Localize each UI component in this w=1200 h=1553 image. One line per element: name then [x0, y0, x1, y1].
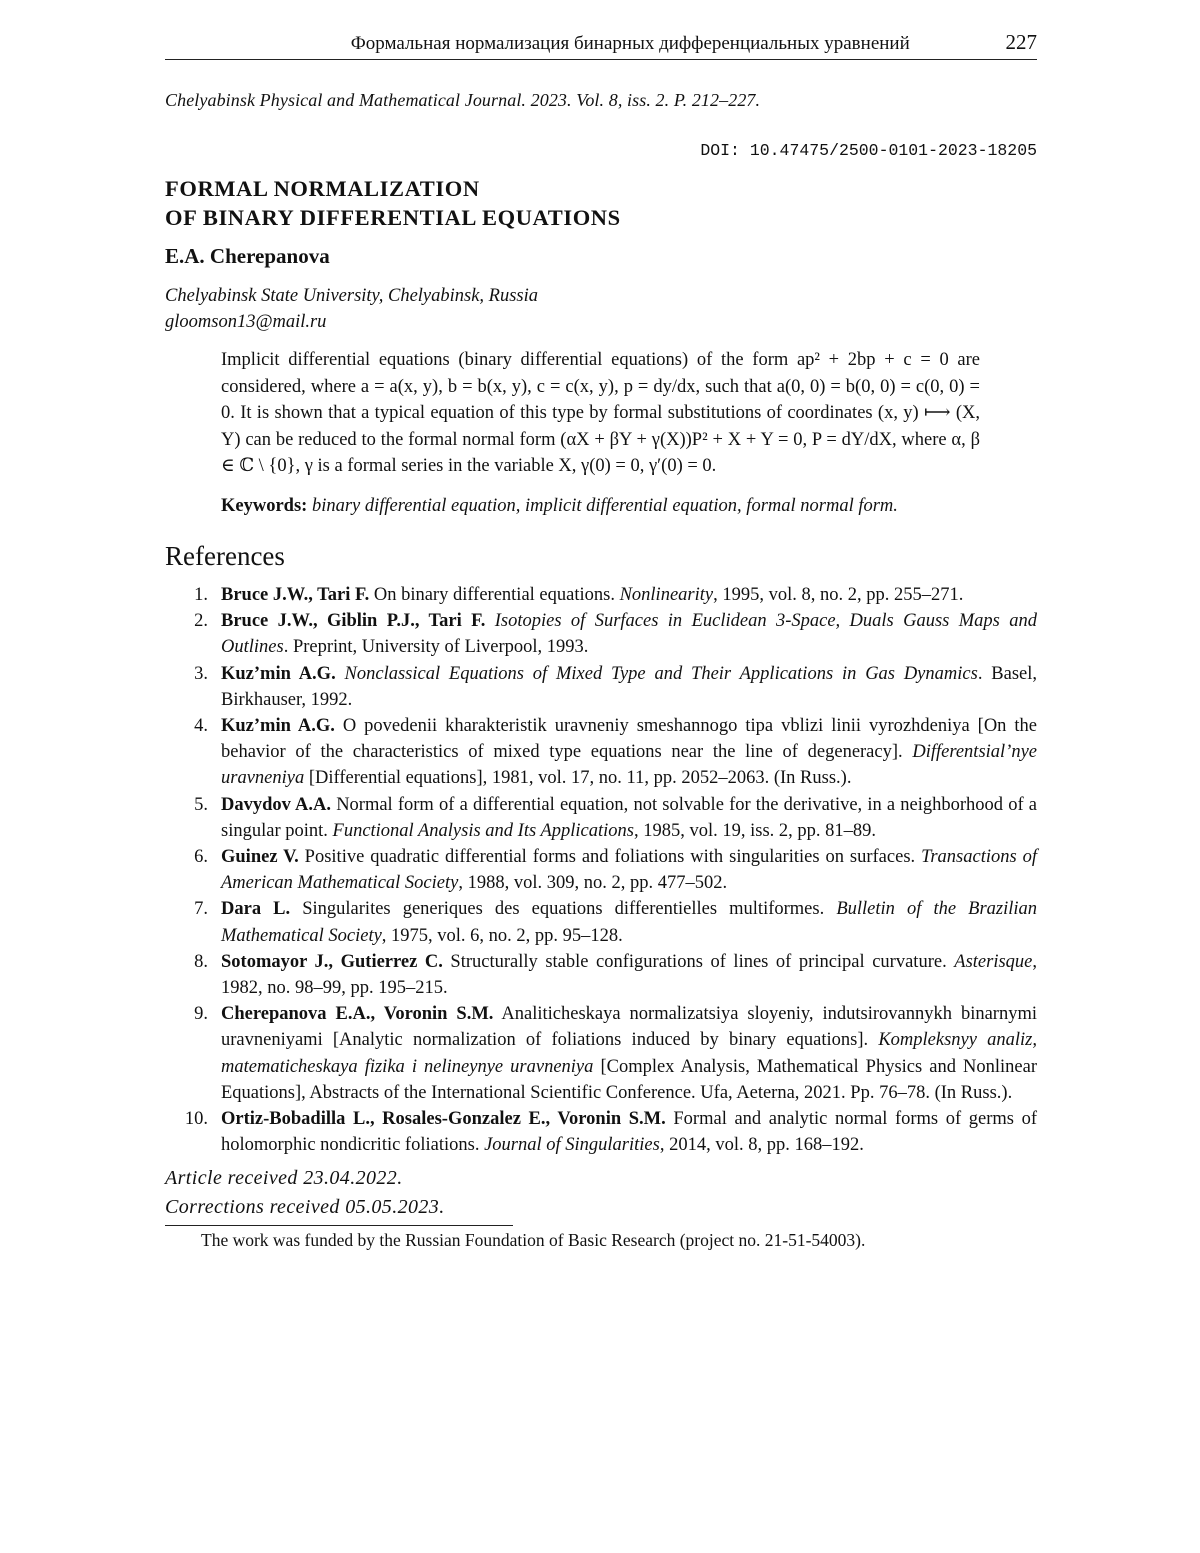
reference-authors: Guinez V.: [221, 847, 299, 867]
reference-details: . Preprint, University of Liverpool, 1993.: [283, 637, 589, 658]
reference-item: [165, 1001, 1037, 1106]
reference-item: [165, 1106, 1037, 1158]
reference-authors: Bruce J.W., Tari F.: [221, 584, 370, 605]
email: gloomson13@mail.ru: [165, 312, 327, 332]
reference-source: Asterisque: [954, 951, 1033, 972]
reference-details: [Differential equations], 1981, vol. 17, no. 11, pp. 2052–2063. (In Russ.).: [304, 768, 852, 789]
reference-item: [165, 582, 1037, 608]
reference-number: 7.: [194, 899, 208, 920]
reference-text: Normal form of a differential equation, not solvable for the derivative, in a neighborhood of a singular point.: [221, 794, 1037, 841]
reference-details: , 1975, vol. 6, no. 2, pp. 95–128.: [381, 925, 623, 946]
references-heading: References: [165, 540, 285, 571]
reference-details: , 1982, no. 98–99, pp. 195–215.: [221, 951, 1037, 999]
article-received: Article received 23.04.2022.: [165, 1167, 403, 1190]
reference-source: Kompleksnyy analiz, matematicheskaya fizika i nelineynye uravneniya: [221, 1030, 1037, 1077]
reference-text: Formal and analytic normal forms of germs of holomorphic nondicritic foliations.: [221, 1109, 1037, 1156]
reference-text: Structurally stable configurations of lines of principal curvature.: [450, 951, 947, 972]
reference-authors: Cherepanova E.A., Voronin S.M.: [221, 1004, 494, 1025]
reference-source: Isotopies of Surfaces in Euclidean 3-Space, Duals Gauss Maps and Outlines: [221, 611, 1038, 658]
affiliation: Chelyabinsk State University, Chelyabinsk, Russia: [165, 286, 539, 306]
footnote-rule: [165, 1225, 513, 1226]
reference-number: 6.: [194, 847, 208, 867]
doi: DOI: 10.47475/2500-0101-2023-18205: [700, 141, 1037, 160]
reference-authors: Ortiz-Bobadilla L., Rosales-Gonzalez E., Voronin S.M.: [221, 1109, 666, 1130]
paper-title: [165, 174, 1037, 232]
reference-details: . Basel, Birkhauser, 1992.: [221, 663, 1037, 710]
reference-details: [Complex Analysis, Mathematical Physics and Nonlinear Equations], Abstracts of the International Scientific Conference. Ufa, Aeterna, 2021. Pp. 76–78. (In Russ.).: [221, 1056, 1037, 1103]
reference-source: Nonlinearity: [619, 584, 714, 605]
reference-authors: Davydov A.A.: [221, 794, 332, 815]
running-title: Формальная нормализация бинарных дифференциальных уравнений: [350, 33, 910, 54]
paper-page: [165, 30, 1037, 1251]
reference-item: [165, 844, 1037, 896]
keywords-label: Keywords:: [221, 495, 308, 516]
reference-authors: Kuz’min A.G.: [221, 663, 336, 684]
reference-text: On binary differential equations.: [373, 584, 615, 605]
reference-source: Functional Analysis and Its Applications: [332, 820, 634, 841]
reference-item: [165, 792, 1037, 844]
reference-number: 4.: [194, 715, 208, 736]
reference-item: [165, 896, 1037, 948]
reference-number: 3.: [194, 663, 208, 684]
keywords-text: binary differential equation, implicit differential equation, formal normal form.: [311, 495, 898, 516]
reference-details: , 1995, vol. 8, no. 2, pp. 255–271.: [713, 584, 964, 605]
reference-source: Bulletin of the Brazilian Mathematical Society: [221, 899, 1038, 946]
references-list: [165, 582, 1037, 1158]
reference-number: 5.: [194, 794, 208, 815]
running-header: [165, 30, 1037, 60]
keywords: [221, 496, 1037, 517]
reference-source: Differentsial’nye uravneniya: [221, 742, 1038, 789]
reference-authors: Bruce J.W., Giblin P.J., Tari F.: [221, 611, 486, 632]
footnote: The work was funded by the Russian Foundation of Basic Research (project no. 21-51-54003).: [201, 1230, 866, 1251]
reference-details: , 1988, vol. 309, no. 2, pp. 477–502.: [458, 873, 728, 894]
reference-number: 8.: [194, 951, 208, 972]
received-dates: [165, 1164, 1037, 1221]
reference-source: Nonclassical Equations of Mixed Type and Their Applications in Gas Dynamics: [344, 663, 978, 684]
reference-source: Transactions of American Mathematical Society: [221, 847, 1038, 894]
title-line-2: OF BINARY DIFFERENTIAL EQUATIONS: [165, 205, 621, 230]
title-line-1: FORMAL NORMALIZATION: [165, 176, 480, 201]
reference-authors: Dara L.: [221, 899, 291, 920]
reference-text: Analiticheskaya normalizatsiya sloyeniy, indutsirovannykh binarnymi uravneniyami [Analytic normalization of foliations induced by binary equations].: [221, 1004, 1037, 1051]
abstract: Implicit differential equations (binary differential equations) of the form ap² + 2bp + c = 0 are considered, where a = a(x, y), b = b(x, y), c = c(x, y), p = dy/dx, such that a(0, 0) = b(0, 0) = c(0, 0) = 0. It is shown that a typical equation of this type by formal substitutions of coordinates (x, y) ⟼ (X, Y) can be reduced to the formal normal form (αX + βY + γ(X))P² + X + Y = 0, P = dY/dX, where α, β ∈ ℂ \ {0}, γ is a formal series in the variable X, γ(0) = 0, γ′(0) = 0.: [221, 350, 980, 477]
affiliation-block: [165, 283, 1037, 335]
reference-item: [165, 661, 1037, 713]
reference-text: Positive quadratic differential forms and foliations with singularities on surfaces.: [304, 847, 916, 867]
author: E.A. Cherepanova: [165, 244, 330, 268]
reference-number: 9.: [194, 1004, 208, 1025]
reference-number: 2.: [194, 611, 208, 632]
reference-number: 1.: [194, 584, 208, 605]
reference-details: , 1985, vol. 19, iss. 2, pp. 81–89.: [634, 820, 877, 841]
reference-source: Journal of Singularities: [484, 1135, 660, 1156]
corrections-received: Corrections received 05.05.2023.: [165, 1195, 445, 1218]
reference-authors: Sotomayor J., Gutierrez C.: [221, 951, 443, 972]
reference-item: [165, 608, 1037, 660]
reference-text: Singularites generiques des equations differentielles multiformes.: [302, 899, 825, 920]
journal-citation: Chelyabinsk Physical and Mathematical Journal. 2023. Vol. 8, iss. 2. P. 212–227.: [165, 90, 761, 110]
page-number: 227: [1005, 30, 1037, 54]
reference-number: 10.: [184, 1109, 208, 1130]
reference-details: , 2014, vol. 8, pp. 168–192.: [659, 1135, 864, 1156]
reference-item: [165, 713, 1037, 792]
reference-text: O povedenii kharakteristik uravneniy smeshannogo tipa vblizi linii vyrozhdeniya [On the behavior of the characteristics of mixed type equations near the line of degeneracy].: [221, 715, 1038, 763]
reference-authors: Kuz’min A.G.: [221, 715, 335, 736]
reference-item: [165, 949, 1037, 1001]
